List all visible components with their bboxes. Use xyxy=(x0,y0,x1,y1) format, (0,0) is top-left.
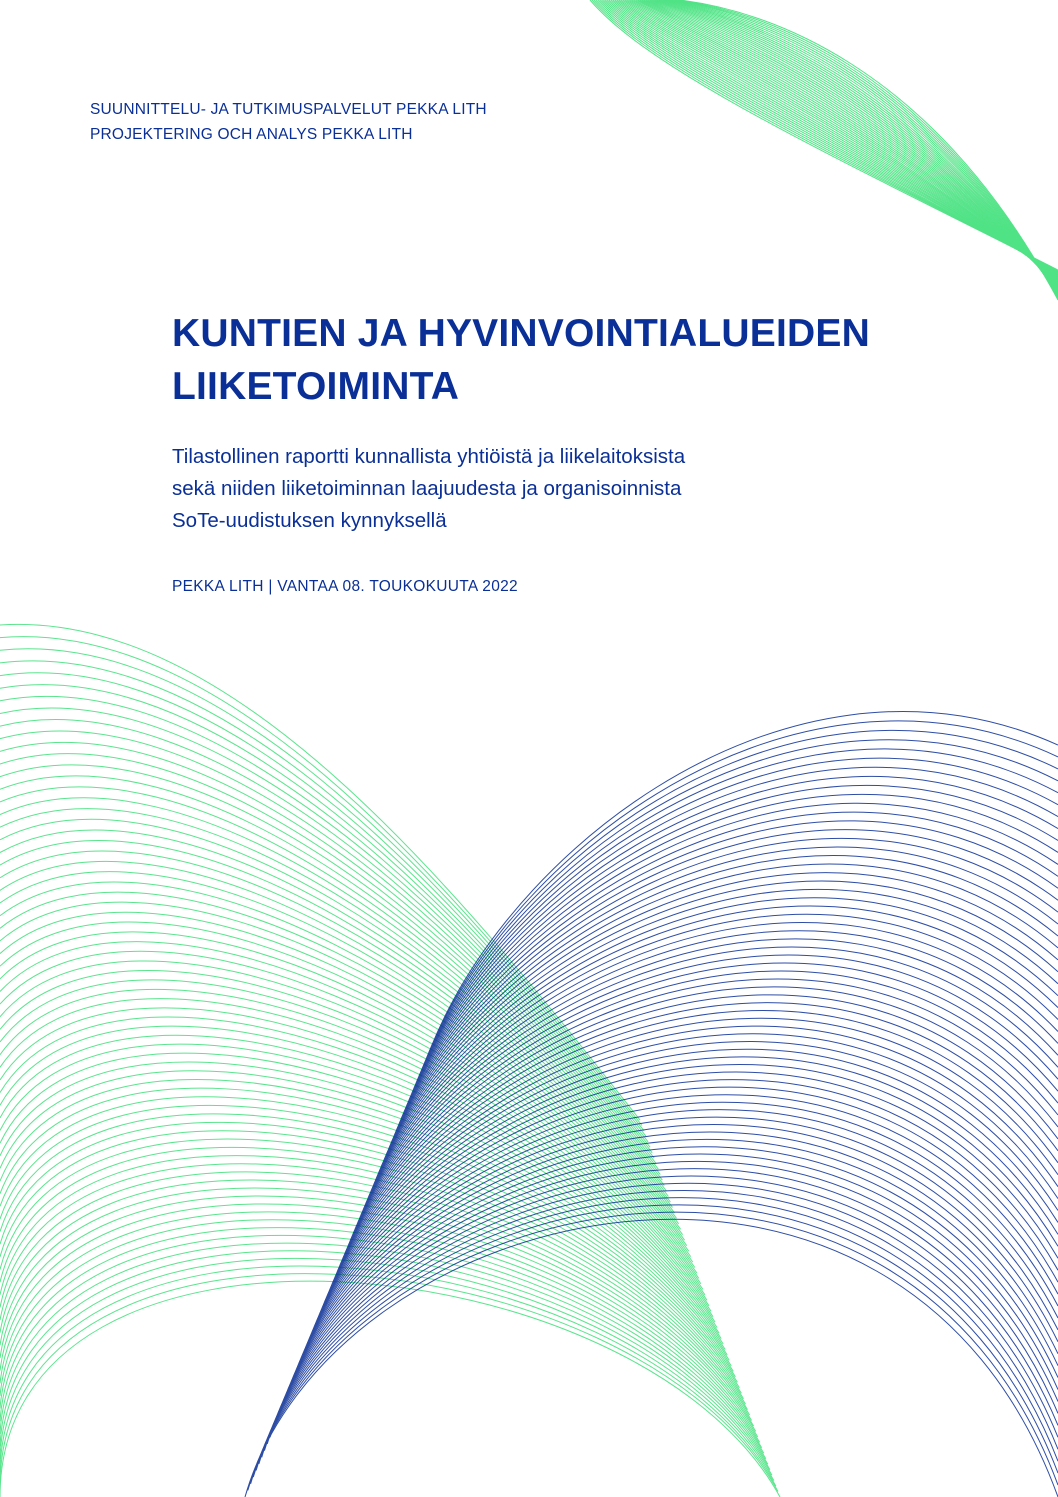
publisher-block xyxy=(90,97,487,147)
report-title xyxy=(172,307,870,413)
report-subtitle xyxy=(172,441,685,537)
report-subtitle-line-2: sekä niiden liiketoiminnan laajuudesta ja organisoinnista xyxy=(172,477,682,500)
top-right-green-ribbon xyxy=(590,0,1058,300)
report-subtitle-line-3: SoTe-uudistuksen kynnyksellä xyxy=(172,509,447,532)
publisher-line-finnish: SUUNNITTELU- JA TUTKIMUSPALVELUT PEKKA LITH xyxy=(90,101,487,118)
byline-separator: | xyxy=(263,578,278,595)
bottom-right-blue-ribbon xyxy=(245,712,1058,1497)
publisher-line-swedish: PROJEKTERING OCH ANALYS PEKKA LITH xyxy=(90,126,413,143)
bottom-left-green-ribbon xyxy=(0,624,780,1497)
report-title-line-2: LIIKETOIMINTA xyxy=(172,365,460,408)
report-title-line-1: KUNTIEN JA HYVINVOINTIALUEIDEN xyxy=(172,312,870,355)
author-name: PEKKA LITH xyxy=(172,578,264,595)
report-subtitle-line-1: Tilastollinen raportti kunnallista yhtiöistä ja liikelaitoksista xyxy=(172,445,686,468)
place-and-date: VANTAA 08. TOUKOKUUTA 2022 xyxy=(277,578,518,595)
author-date-line xyxy=(172,578,518,596)
